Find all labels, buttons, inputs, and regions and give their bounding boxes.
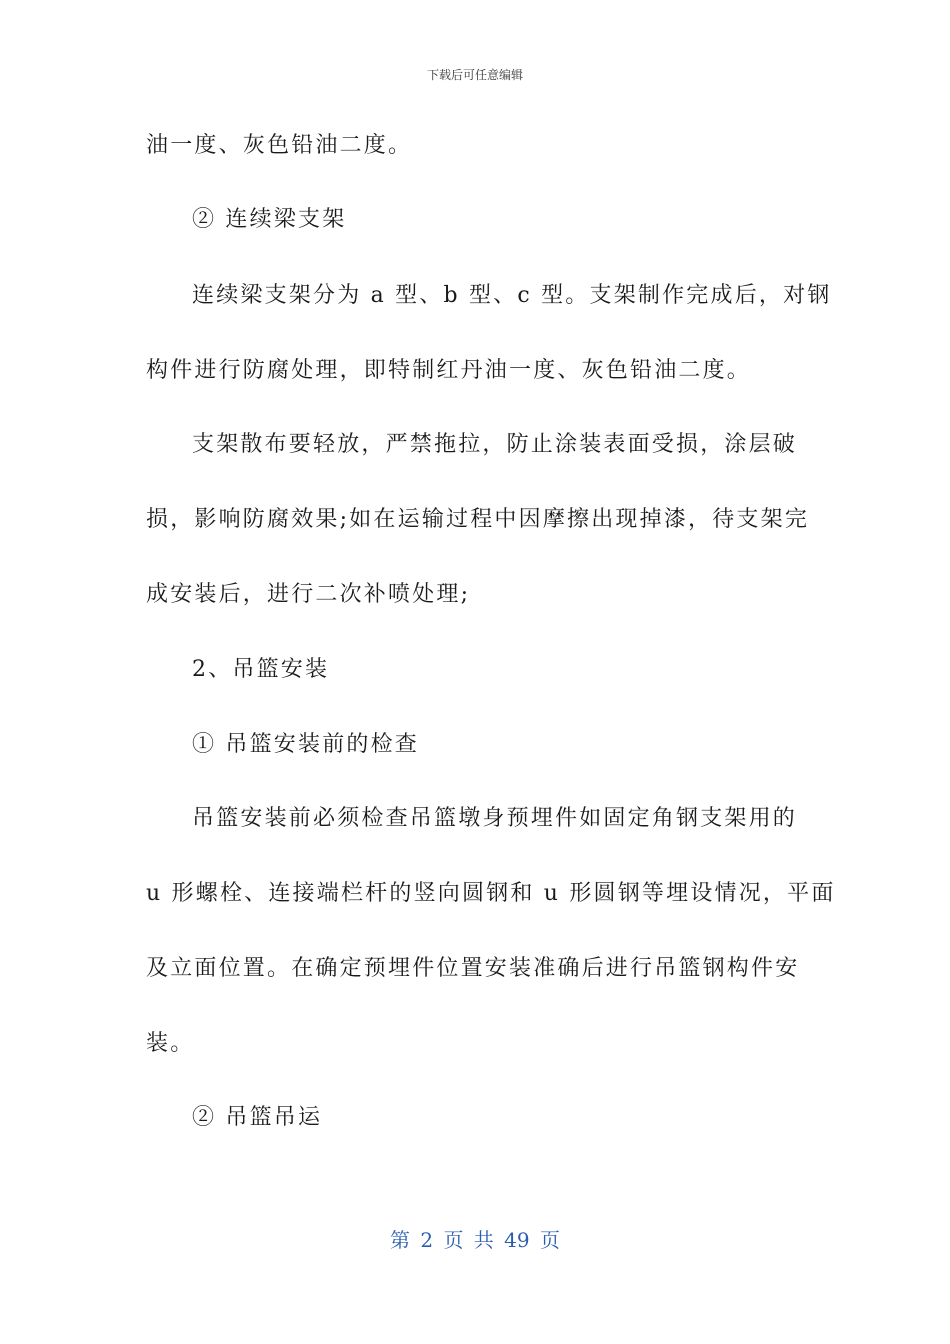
paragraph-line: 装。 bbox=[146, 1031, 195, 1056]
paragraph-line: 连续梁支架分为 a 型、b 型、c 型。支架制作完成后，对钢 bbox=[192, 283, 832, 308]
section-heading: ② 连续梁支架 bbox=[192, 207, 347, 232]
paragraph-line: 及立面位置。在确定预埋件位置安装准确后进行吊篮钢构件安 bbox=[146, 956, 800, 981]
paragraph-line: u 形螺栓、连接端栏杆的竖向圆钢和 u 形圆钢等埋设情况，平面 bbox=[146, 881, 836, 906]
page-header: 下载后可任意编辑 bbox=[426, 68, 523, 82]
paragraph-line: 油一度、灰色铅油二度。 bbox=[146, 133, 413, 158]
paragraph-line: 损，影响防腐效果;如在运输过程中因摩擦出现掉漆，待支架完 bbox=[146, 507, 810, 532]
section-heading: 2、吊篮安装 bbox=[192, 657, 330, 682]
page-number-footer: 第 2 页 共 49 页 bbox=[390, 1228, 560, 1252]
paragraph-line: 成安装后，进行二次补喷处理; bbox=[146, 582, 471, 607]
section-heading: ① 吊篮安装前的检查 bbox=[192, 732, 419, 757]
paragraph-line: 支架散布要轻放，严禁拖拉，防止涂装表面受损，涂层破 bbox=[192, 432, 798, 457]
section-heading: ② 吊篮吊运 bbox=[192, 1105, 323, 1130]
paragraph-line: 吊篮安装前必须检查吊篮墩身预埋件如固定角钢支架用的 bbox=[192, 806, 798, 831]
paragraph-line: 构件进行防腐处理，即特制红丹油一度、灰色铅油二度。 bbox=[146, 358, 752, 383]
